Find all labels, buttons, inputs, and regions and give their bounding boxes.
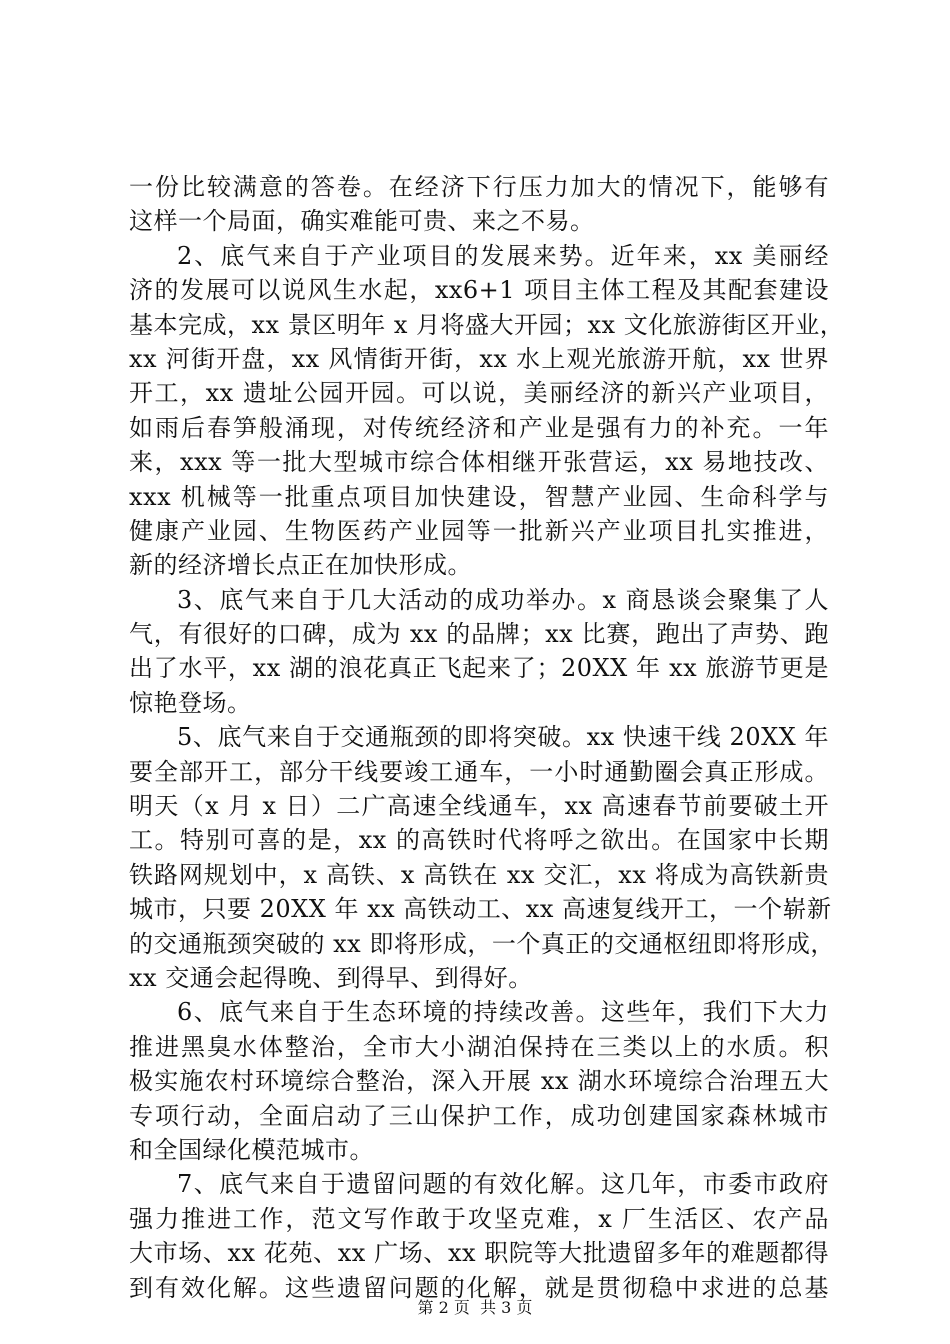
text-line: 的交通瓶颈突破的 xx 即将形成，一个真正的交通枢纽即将形成，	[129, 929, 835, 958]
text-line: 专项行动，全面启动了三山保护工作，成功创建国家森林城市	[129, 1101, 829, 1130]
text-line: 铁路网规划中，x 高铁、x 高铁在 xx 交汇，xx 将成为高铁新贵	[129, 860, 829, 889]
text-line: 大市场、xx 花苑、xx 广场、xx 职院等大批遗留多年的难题都得	[129, 1239, 829, 1268]
text-line: 来，xxx 等一批大型城市综合体相继开张营运，xx 易地技改、	[129, 448, 829, 477]
text-line: 济的发展可以说风生水起，xx6+1 项目主体工程及其配套建设	[129, 276, 829, 305]
text-line: 3、底气来自于几大活动的成功举办。x 商恳谈会聚集了人	[177, 585, 829, 614]
text-line: 2、底气来自于产业项目的发展来势。近年来，xx 美丽经	[177, 241, 829, 270]
text-line: 6、底气来自于生态环境的持续改善。这些年，我们下大力	[177, 998, 829, 1027]
text-line: xx 交通会起得晚、到得早、到得好。	[129, 963, 533, 992]
page-number-label: 第 2 页 共 3 页	[417, 1298, 533, 1317]
document-body	[129, 170, 845, 1305]
page-footer	[0, 1298, 950, 1318]
text-line: 到有效化解。这些遗留问题的化解，就是贯彻稳中求进的总基	[129, 1273, 829, 1302]
text-line: 和全国绿化模范城市。	[129, 1135, 374, 1164]
text-line: xxx 机械等一批重点项目加快建设，智慧产业园、生命科学与	[129, 482, 829, 511]
text-line: 气，有很好的口碑，成为 xx 的品牌；xx 比赛，跑出了声势、跑	[129, 620, 829, 649]
text-line: 推进黑臭水体整治，全市大小湖泊保持在三类以上的水质。积	[129, 1032, 829, 1061]
text-line: 要全部开工，部分干线要竣工通车，一小时通勤圈会真正形成。	[129, 757, 829, 786]
text-line: 这样一个局面，确实难能可贵、来之不易。	[129, 207, 595, 236]
text-line: 新的经济增长点正在加快形成。	[129, 551, 472, 580]
text-line: 健康产业园、生物医药产业园等一批新兴产业项目扎实推进，	[129, 516, 829, 545]
text-line: 7、底气来自于遗留问题的有效化解。这几年，市委市政府	[177, 1170, 829, 1199]
text-line: 基本完成，xx 景区明年 x 月将盛大开园；xx 文化旅游街区开业，	[129, 310, 845, 339]
text-line: xx 河街开盘，xx 风情街开街，xx 水上观光旅游开航，xx 世界	[129, 344, 829, 373]
text-line: 极实施农村环境综合整治，深入开展 xx 湖水环境综合治理五大	[129, 1067, 829, 1096]
text-line: 一份比较满意的答卷。在经济下行压力加大的情况下，能够有	[129, 173, 829, 201]
text-line: 城市，只要 20XX 年 xx 高铁动工、xx 高速复线开工，一个崭新	[129, 895, 832, 924]
text-line: 明天（x 月 x 日）二广高速全线通车，xx 高速春节前要破土开	[129, 792, 829, 821]
text-line: 惊艳登场。	[129, 688, 252, 717]
text-line: 强力推进工作，范文写作敢于攻坚克难，x 厂生活区、农产品	[129, 1204, 829, 1233]
text-line: 工。特别可喜的是，xx 的高铁时代将呼之欲出。在国家中长期	[129, 826, 829, 855]
text-line: 5、底气来自于交通瓶颈的即将突破。xx 快速干线 20XX 年	[177, 723, 829, 752]
text-line: 如雨后春笋般涌现，对传统经济和产业是强有力的补充。一年	[129, 413, 829, 442]
text-line: 出了水平，xx 湖的浪花真正飞起来了；20XX 年 xx 旅游节更是	[129, 654, 829, 683]
text-line: 开工，xx 遗址公园开园。可以说，美丽经济的新兴产业项目，	[129, 379, 829, 408]
